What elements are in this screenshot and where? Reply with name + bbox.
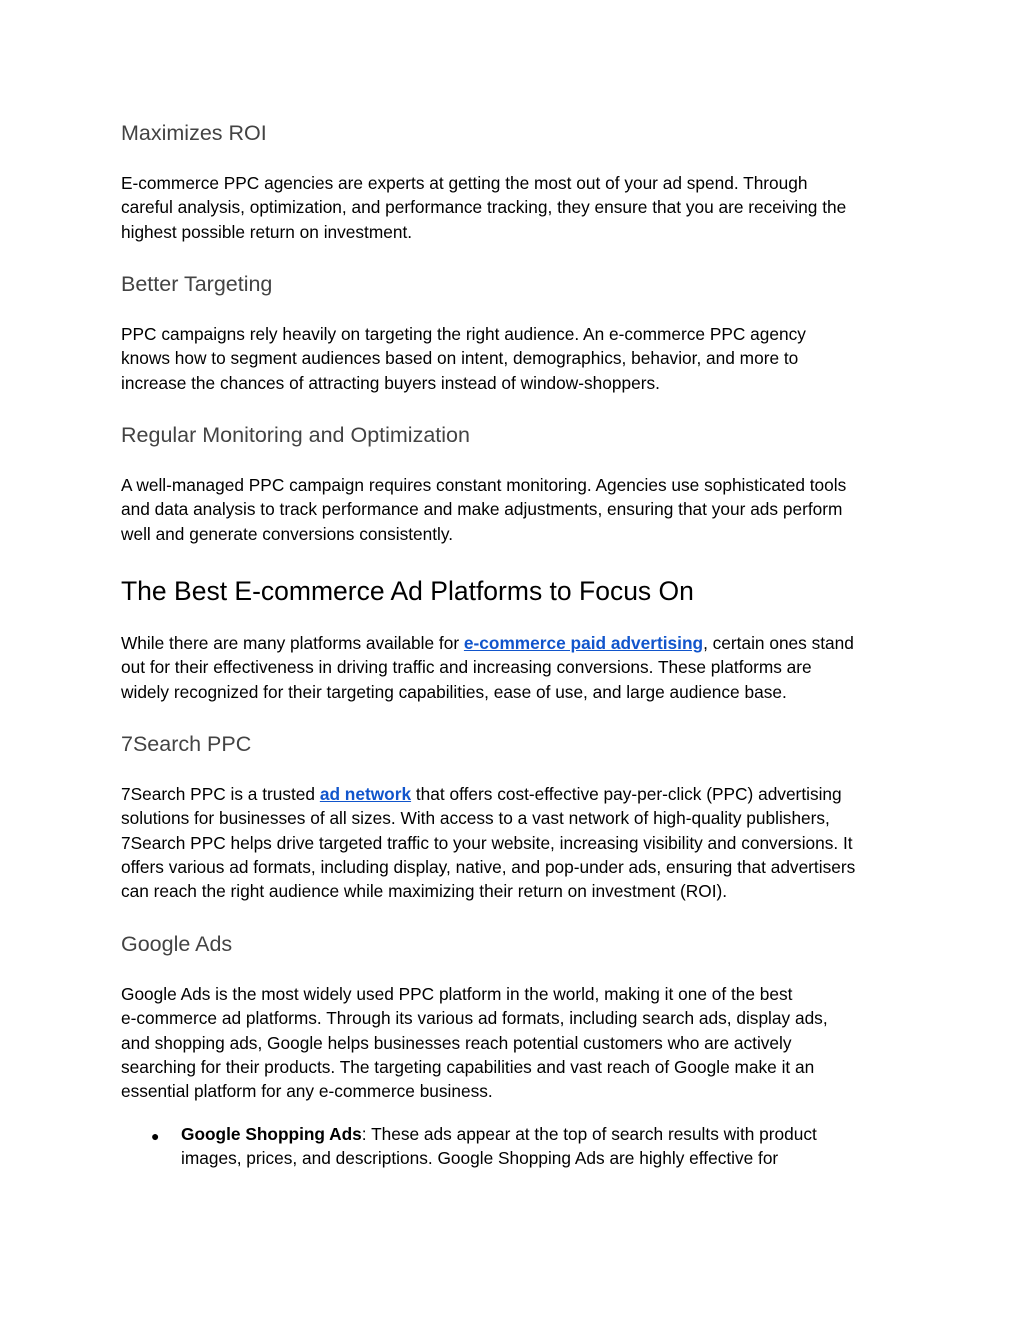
list-item-google-shopping-ads xyxy=(181,1122,901,1171)
text-line: e-commerce ad platforms. Through its various ad formats, including search ads, display ads, xyxy=(121,1008,828,1029)
text-line xyxy=(181,1122,901,1146)
text-line: solutions for businesses of all sizes. With access to a vast network of high-quality publishers, xyxy=(121,808,830,829)
text-line: knows how to segment audiences based on intent, demographics, behavior, and more to xyxy=(121,348,799,369)
text-line: offers various ad formats, including display, native, and pop-under ads, ensuring that advertisers xyxy=(121,856,856,877)
ecommerce-paid-advertising-link[interactable]: e-commerce paid advertising xyxy=(463,633,704,653)
heading-best-platforms: The Best E-commerce Ad Platforms to Focus On xyxy=(121,576,694,606)
paragraph-7search xyxy=(121,782,911,903)
text-line xyxy=(121,782,911,806)
text-line: careful analysis, optimization, and performance tracking, they ensure that you are receiving the xyxy=(121,197,847,218)
bold-term: Google Shopping Ads xyxy=(181,1124,362,1144)
text-segment: While there are many platforms available for xyxy=(121,633,464,653)
heading-regular-monitoring: Regular Monitoring and Optimization xyxy=(121,423,470,447)
text-line: A well-managed PPC campaign requires constant monitoring. Agencies use sophisticated tools xyxy=(121,475,847,495)
heading-7search-ppc: 7Search PPC xyxy=(121,732,252,756)
heading-maximizes-roi: Maximizes ROI xyxy=(121,121,267,145)
text-line: widely recognized for their targeting capabilities, ease of use, and large audience base. xyxy=(121,681,787,702)
text-line: out for their effectiveness in driving traffic and increasing conversions. These platforms are xyxy=(121,657,812,678)
paragraph-monitoring xyxy=(121,473,911,546)
text-line: and data analysis to track performance and make adjustments, ensuring that your ads perform xyxy=(121,499,843,520)
text-segment: : These ads appear at the top of search results with product xyxy=(361,1124,817,1144)
ad-network-link[interactable]: ad network xyxy=(319,784,412,804)
paragraph-google-ads xyxy=(121,982,911,1103)
text-line: and shopping ads, Google helps businesses reach potential customers who are actively xyxy=(121,1032,792,1053)
heading-google-ads: Google Ads xyxy=(121,932,233,956)
text-line: well and generate conversions consistently. xyxy=(121,523,454,544)
text-line: Google Ads is the most widely used PPC platform in the world, making it one of the best xyxy=(121,984,793,1004)
text-line: can reach the right audience while maximizing their return on investment (ROI). xyxy=(121,881,728,902)
text-line: searching for their products. The targeting capabilities and vast reach of Google make it an xyxy=(121,1056,815,1077)
paragraph-platforms xyxy=(121,631,911,704)
text-line: essential platform for any e-commerce business. xyxy=(121,1081,493,1102)
paragraph-targeting xyxy=(121,322,911,395)
text-line: images, prices, and descriptions. Google Shopping Ads are highly effective for xyxy=(181,1148,779,1169)
text-segment: , certain ones stand xyxy=(703,633,854,653)
text-segment: 7Search PPC is a trusted xyxy=(121,784,320,804)
text-line: PPC campaigns rely heavily on targeting the right audience. An e-commerce PPC agency xyxy=(121,324,806,344)
text-segment: that offers cost-effective pay-per-click (PPC) advertising xyxy=(411,784,842,804)
text-line: 7Search PPC helps drive targeted traffic to your website, increasing visibility and conversions. It xyxy=(121,832,853,853)
text-line: increase the chances of attracting buyers instead of window-shoppers. xyxy=(121,372,660,393)
text-line: highest possible return on investment. xyxy=(121,221,413,242)
text-line: E-commerce PPC agencies are experts at getting the most out of your ad spend. Through xyxy=(121,173,808,193)
text-line xyxy=(121,631,911,655)
bullet-icon: ● xyxy=(151,1128,160,1144)
paragraph-roi xyxy=(121,171,911,244)
heading-better-targeting: Better Targeting xyxy=(121,272,273,296)
